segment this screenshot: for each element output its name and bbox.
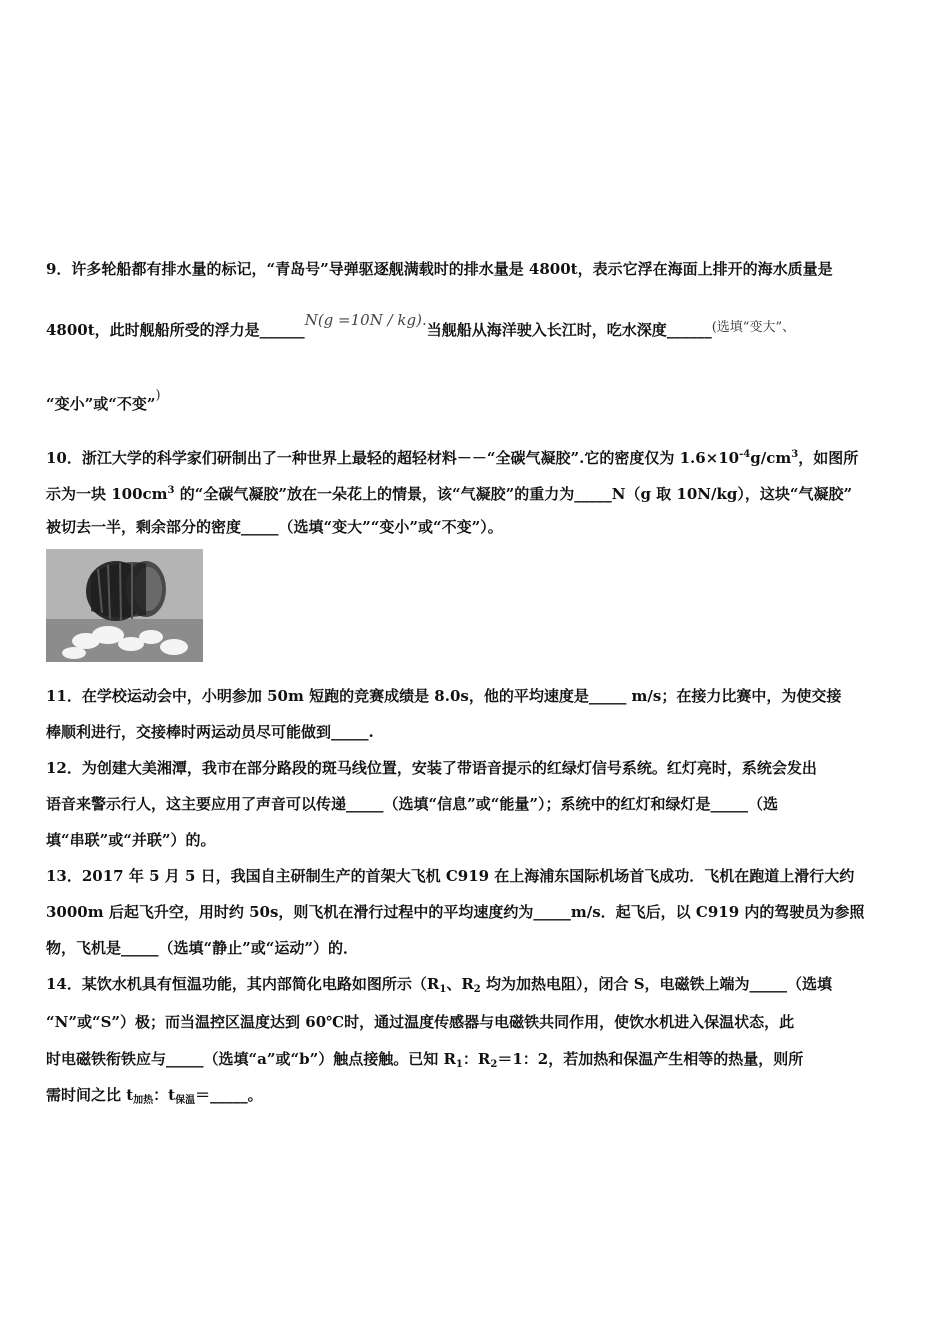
q10-line-1-sup: -4 [739,449,751,460]
q14-line-4-sub2: 保温 [175,1095,196,1106]
q9-line-3-paren: ) [155,388,161,403]
q10-line-1-a: 10．浙江大学的科学家们研制出了一种世界上最轻的超轻材料－－“全碳气凝胶”.它的密度仅为 1.6×10 [46,449,740,467]
q10-line-1-sup2: 3 [791,449,799,460]
q14-line-3-a: 时电磁铁衔铁应与_____（选填“a”或“b”）触点接触。已知 R [46,1050,456,1068]
q9-line-3-text: “变小”或“不变” [46,395,156,413]
q14-line-3-c: ＝1：2，若加热和保温产生相等的热量，则所 [497,1050,804,1068]
q10-line-2 [46,481,852,504]
q10-line-2-sup: 3 [167,485,175,496]
q11-line-2: 棒顺利进行，交接棒时两运动员尽可能做到_____. [46,723,374,741]
q14-line-1-sub1: 1 [439,984,447,995]
q14-line-4-c: ＝_____。 [195,1086,263,1104]
q14-line-4-a: 需时间之比 t [46,1086,134,1104]
q10-line-1-b: g/cm [750,449,792,467]
q10-line-2-a: 示为一块 100cm [46,485,168,503]
q14-line-4-sub1: 加热 [133,1095,154,1106]
q14-line-3-sub2: 2 [490,1059,498,1070]
q12-line-3: 填“串联”或“并联”）的。 [46,831,216,849]
q14-line-1-a: 14．某饮水机具有恒温功能，其内部简化电路如图所示（R [46,975,440,993]
q14-line-1-b: 、R [446,975,474,993]
q14-line-1-sub2: 2 [473,984,481,995]
aerogel-photo-drawing [46,549,203,662]
q14-line-2: “N”或“S”）极；而当温控区温度达到 60℃时，通过温度传感器与电磁铁共同作用，使饮水机进入保温状态，此 [46,1013,795,1031]
q14-line-3 [46,1049,803,1075]
q12-line-2: 语音来警示行人，这主要应用了声音可以传递_____（选填“信息”或“能量”）；系统中的红灯和绿灯是_____（选 [46,795,779,813]
q9-line-3 [46,388,161,416]
q9-line-1: 9．许多轮船都有排水量的标记，“青岛号”导弹驱逐舰满载时的排水量是 4800t，表示它浮在海面上排开的海水质量是 [46,260,833,278]
q14-line-4 [46,1085,263,1111]
q13-line-3: 物，飞机是_____（选填“静止”或“运动”）的． [46,939,359,957]
aerogel-on-flower-photo [46,549,203,662]
q12-line-1: 12．为创建大美湘潭，我市在部分路段的斑马线位置，安装了带语音提示的红绿灯信号系统。红灯亮时，系统会发出 [46,759,817,777]
q13-line-1: 13．2017 年 5 月 5 日，我国自主研制生产的首架大飞机 C919 在上海浦东国际机场首飞成功．飞机在跑道上滑行大约 [46,867,855,885]
q9-line-2-text-a: 4800t，此时舰船所受的浮力是______ [46,321,305,339]
q9-line-2-text-c: (选填“变大”、 [711,320,796,335]
q13-line-2: 3000m 后起飞升空，用时约 50s，则飞机在滑行过程中的平均速度约为_____m/s．起飞后，以 C919 内的驾驶员为参照 [46,903,865,921]
q11-line-1: 11．在学校运动会中，小明参加 50m 短跑的竞赛成绩是 8.0s，他的平均速度是_____ m/s；在接力比赛中，为使交接 [46,687,842,705]
q9-formula: N(g =10N / kg). [304,311,427,329]
q10-line-1-c: ，如图所 [798,449,859,467]
q14-line-3-sub1: 1 [455,1059,463,1070]
q10-line-3: 被切去一半，剩余部分的密度_____（选填“变大”“变小”或“不变”）。 [46,518,503,536]
q9-line-2 [46,311,796,342]
q10-line-2-b: 的“全碳气凝胶”放在一朵花上的情景，该“气凝胶”的重力为_____N（g 取 10N/kg），这块“气凝胶” [174,485,853,503]
q14-line-1 [46,974,832,1000]
q9-line-2-text-b: 当舰船从海洋驶入长江时，吃水深度______ [426,321,712,339]
q10-line-1 [46,445,858,468]
q14-line-4-b: ：t [153,1086,176,1104]
aerogel-block-shape [86,561,166,621]
q14-line-1-c: 均为加热电阻），闭合 S，电磁铁上端为_____（选填 [480,975,833,993]
q14-line-3-b: ：R [462,1050,491,1068]
